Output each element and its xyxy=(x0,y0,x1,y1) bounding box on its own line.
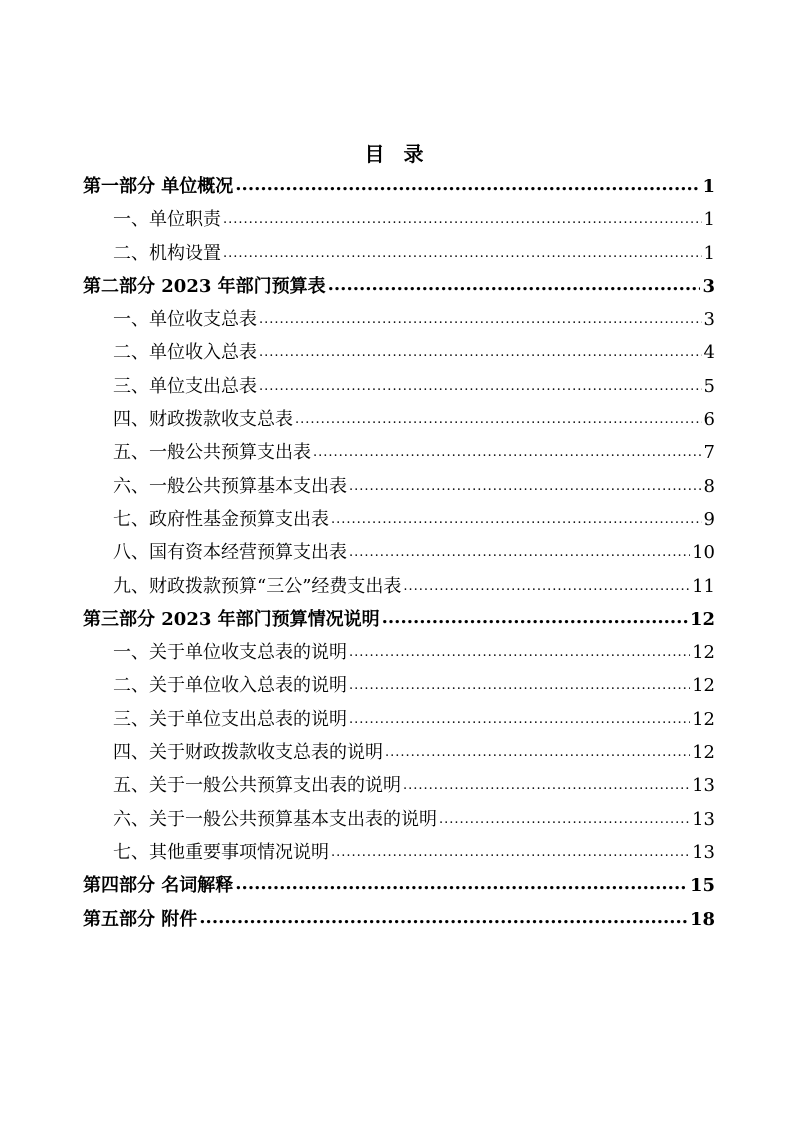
toc-subsection-entry[interactable] xyxy=(83,769,715,802)
toc-section-entry[interactable] xyxy=(83,270,715,303)
toc-subsection-entry[interactable] xyxy=(83,669,715,702)
toc-dot-leader xyxy=(223,201,702,236)
toc-section-entry[interactable] xyxy=(83,903,715,936)
toc-page-number: 8 xyxy=(703,475,715,497)
toc-page-number: 6 xyxy=(703,409,715,431)
toc-section-entry[interactable] xyxy=(83,603,715,636)
toc-entry-title: 第三部分 2023 年部门预算情况说明 xyxy=(83,608,380,630)
toc-entry-title: 三、单位支出总表 xyxy=(113,375,257,397)
toc-entry-title: 第四部分 名词解释 xyxy=(83,875,234,897)
toc-page-number: 13 xyxy=(692,775,715,797)
toc-entry-title: 四、财政拨款收支总表 xyxy=(113,409,293,431)
toc-page-number: 9 xyxy=(703,508,715,530)
toc-entry-title: 第一部分 单位概况 xyxy=(83,176,234,197)
toc-entry-title: 一、单位职责 xyxy=(113,209,221,231)
toc-entry-title: 四、关于财政拨款收支总表的说明 xyxy=(113,742,383,764)
toc-subsection-entry[interactable] xyxy=(83,336,715,369)
toc-entry-title: 七、其他重要事项情况说明 xyxy=(113,841,329,863)
toc-dot-leader xyxy=(259,368,702,403)
toc-dot-leader xyxy=(295,401,702,436)
toc-entry-title: 二、单位收入总表 xyxy=(113,342,257,364)
toc-entry-title: 二、关于单位收入总表的说明 xyxy=(113,675,347,697)
toc-page-number: 12 xyxy=(692,708,715,730)
toc-page-number: 1 xyxy=(702,176,715,197)
table-of-contents xyxy=(83,170,715,936)
toc-dot-leader xyxy=(235,867,688,900)
toc-page-number: 11 xyxy=(692,575,715,597)
toc-page-number: 13 xyxy=(692,841,715,863)
toc-dot-leader xyxy=(331,834,690,869)
toc-page-number: 12 xyxy=(692,675,715,697)
toc-subsection-entry[interactable] xyxy=(83,536,715,569)
toc-dot-leader xyxy=(259,301,702,336)
toc-dot-leader xyxy=(349,701,690,736)
toc-page-number: 4 xyxy=(703,342,715,364)
toc-entry-title: 三、关于单位支出总表的说明 xyxy=(113,708,347,730)
toc-subsection-entry[interactable] xyxy=(83,736,715,769)
toc-dot-leader xyxy=(235,168,700,201)
toc-entry-title: 二、机构设置 xyxy=(113,242,221,264)
toc-dot-leader xyxy=(199,901,688,934)
toc-page-number: 12 xyxy=(692,742,715,764)
toc-subsection-entry[interactable] xyxy=(83,570,715,603)
toc-page-number: 5 xyxy=(703,375,715,397)
toc-page-number: 7 xyxy=(703,442,715,464)
toc-section-entry[interactable] xyxy=(83,170,715,203)
toc-dot-leader xyxy=(331,501,702,536)
toc-entry-title: 第五部分 附件 xyxy=(83,908,198,930)
toc-subsection-entry[interactable] xyxy=(83,403,715,436)
toc-dot-leader xyxy=(385,734,690,769)
toc-dot-leader xyxy=(313,434,702,469)
toc-section-entry[interactable] xyxy=(83,869,715,902)
toc-entry-title: 六、一般公共预算基本支出表 xyxy=(113,475,347,497)
toc-entry-title: 五、关于一般公共预算支出表的说明 xyxy=(113,775,401,797)
toc-page-number: 12 xyxy=(692,642,715,664)
toc-page-number: 3 xyxy=(703,309,715,331)
toc-dot-leader xyxy=(223,235,702,270)
toc-entry-title: 七、政府性基金预算支出表 xyxy=(113,508,329,530)
toc-subsection-entry[interactable] xyxy=(83,370,715,403)
toc-subsection-entry[interactable] xyxy=(83,237,715,270)
toc-dot-leader xyxy=(439,801,690,836)
toc-page-number: 18 xyxy=(689,908,715,930)
toc-title: 目 录 xyxy=(364,142,430,166)
toc-dot-leader xyxy=(349,634,690,669)
toc-subsection-entry[interactable] xyxy=(83,836,715,869)
toc-subsection-entry[interactable] xyxy=(83,303,715,336)
toc-subsection-entry[interactable] xyxy=(83,203,715,236)
toc-subsection-entry[interactable] xyxy=(83,703,715,736)
toc-page-number: 1 xyxy=(703,209,715,231)
toc-subsection-entry[interactable] xyxy=(83,636,715,669)
toc-page-number: 3 xyxy=(702,275,715,297)
toc-dot-leader xyxy=(328,268,701,301)
toc-dot-leader xyxy=(349,468,702,503)
toc-page-number: 13 xyxy=(692,808,715,830)
toc-dot-leader xyxy=(403,568,690,603)
toc-page-number: 1 xyxy=(703,242,715,264)
toc-entry-title: 五、一般公共预算支出表 xyxy=(113,442,311,464)
toc-dot-leader xyxy=(349,534,690,569)
toc-entry-title: 六、关于一般公共预算基本支出表的说明 xyxy=(113,808,437,830)
toc-dot-leader xyxy=(403,767,690,802)
toc-dot-leader xyxy=(382,601,688,634)
toc-subsection-entry[interactable] xyxy=(83,503,715,536)
toc-entry-title: 第二部分 2023 年部门预算表 xyxy=(83,275,326,297)
toc-entry-title: 九、财政拨款预算“三公”经费支出表 xyxy=(113,575,402,597)
toc-subsection-entry[interactable] xyxy=(83,470,715,503)
toc-dot-leader xyxy=(349,667,690,702)
toc-dot-leader xyxy=(259,334,702,369)
toc-page-number: 15 xyxy=(689,875,715,897)
toc-entry-title: 一、单位收支总表 xyxy=(113,309,257,331)
toc-entry-title: 八、国有资本经营预算支出表 xyxy=(113,542,347,564)
toc-page-number: 12 xyxy=(689,608,715,630)
toc-subsection-entry[interactable] xyxy=(83,436,715,469)
toc-entry-title: 一、关于单位收支总表的说明 xyxy=(113,642,347,664)
toc-page-number: 10 xyxy=(692,542,715,564)
toc-subsection-entry[interactable] xyxy=(83,803,715,836)
